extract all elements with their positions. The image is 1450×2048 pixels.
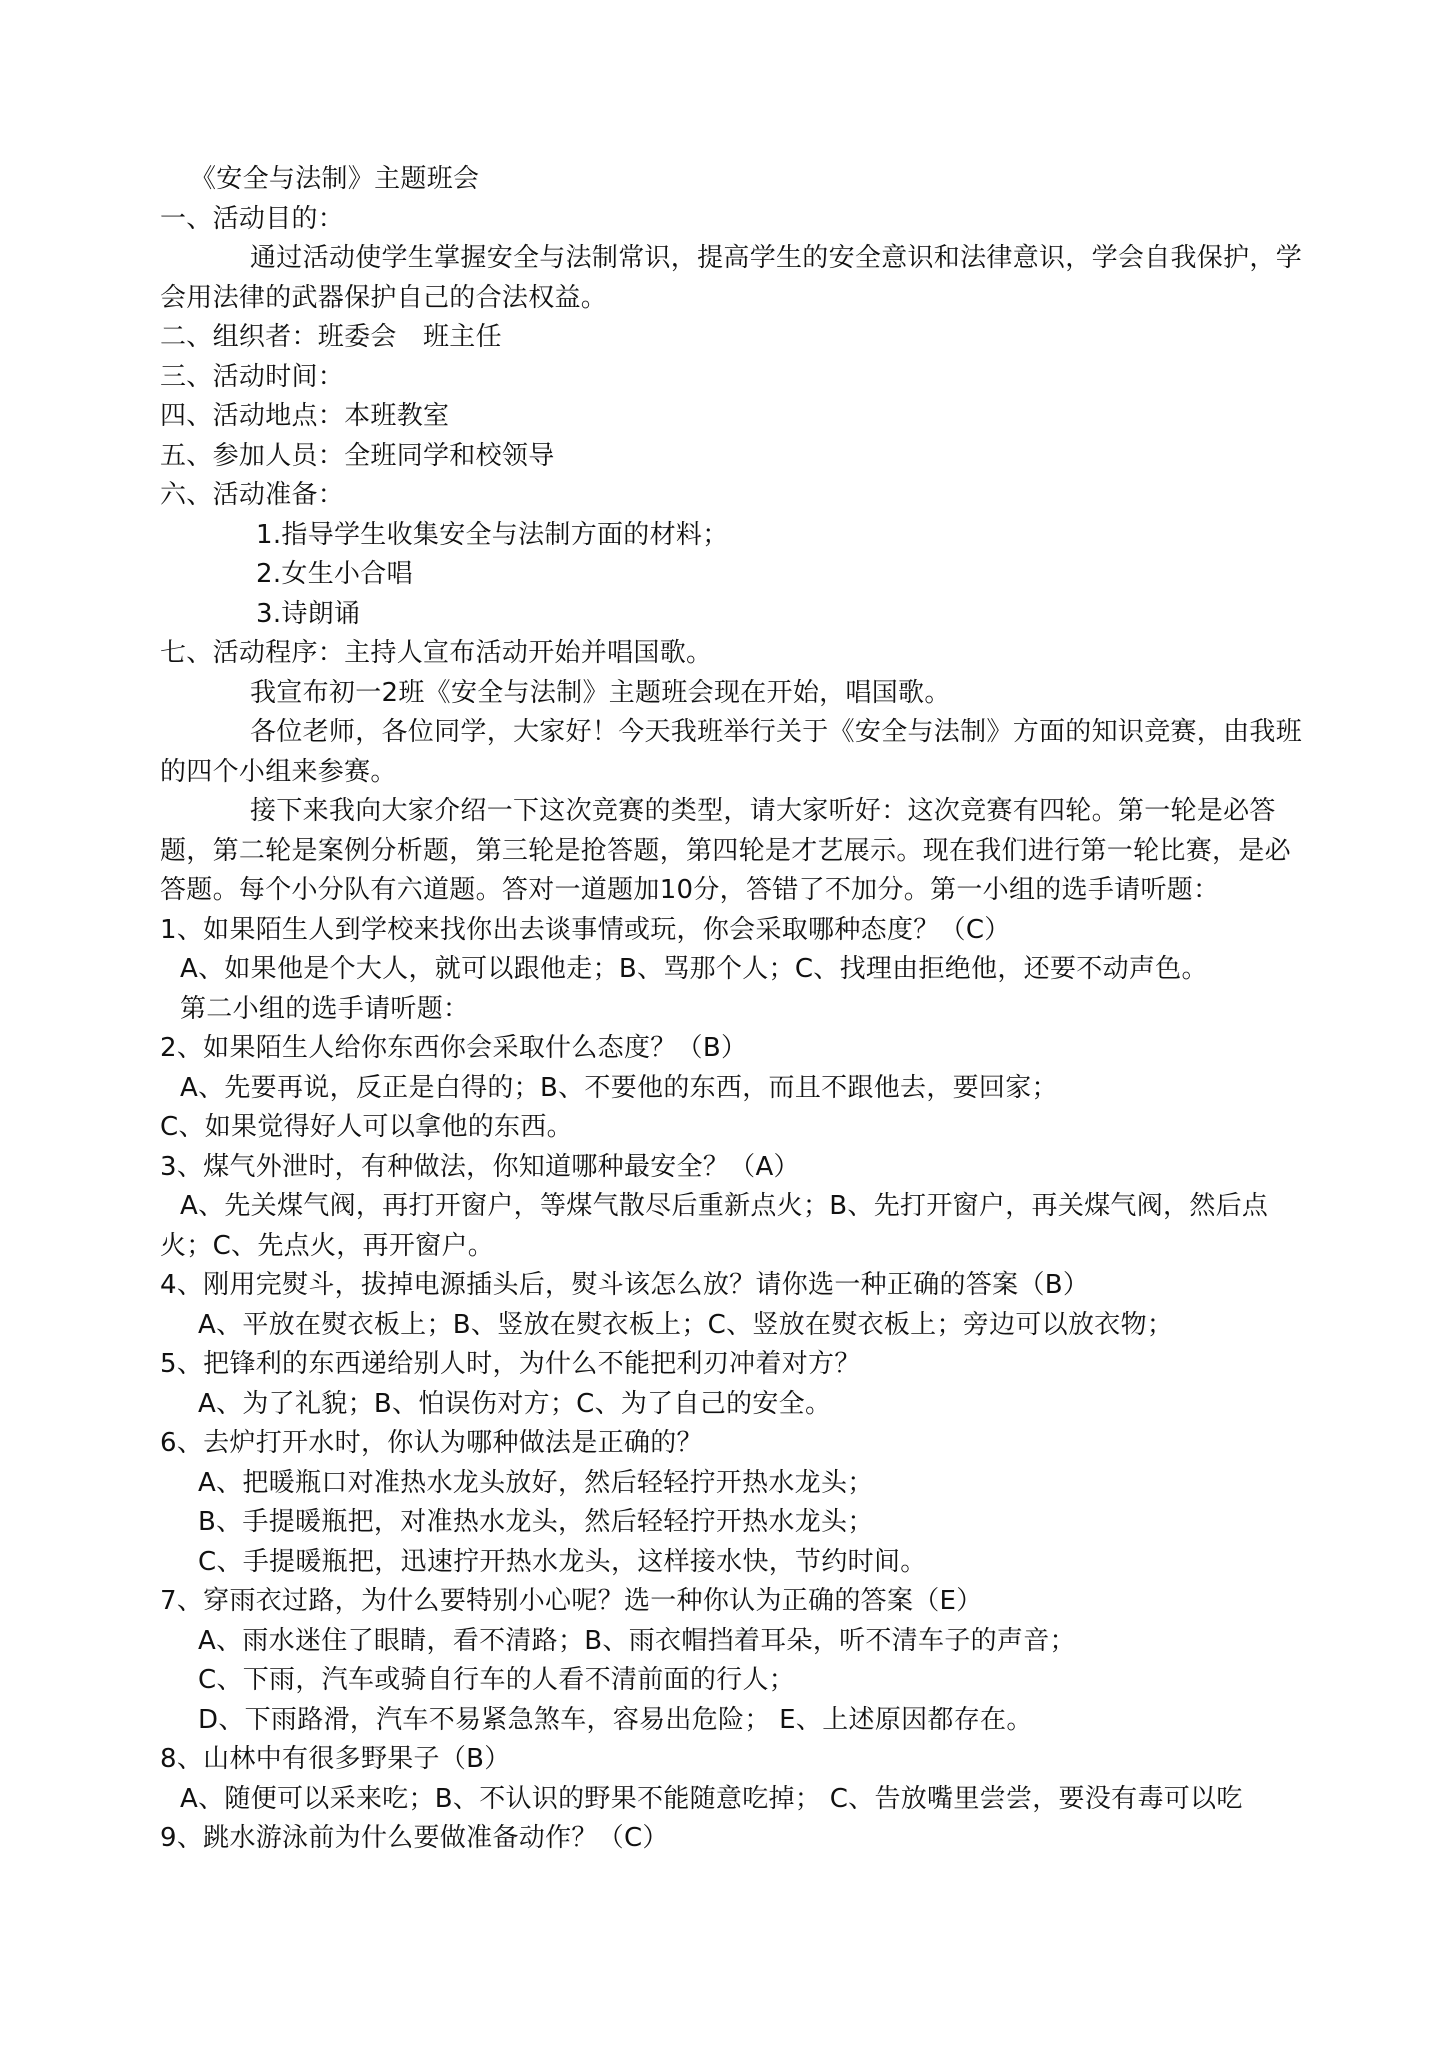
question-6-option: C、手提暖瓶把，迅速拧开热水龙头，这样接水快，节约时间。 bbox=[198, 1546, 927, 1577]
question-9: 9、跳水游泳前为什么要做准备动作？（C） bbox=[160, 1823, 669, 1853]
organizer-line: 二、组织者：班委会 班主任 bbox=[160, 322, 502, 352]
host-paragraph: 接下来我向大家介绍一下这次竞赛的类型，请大家听好：这次竞赛有四轮。第一轮是必答题，第二轮是案例分析题，第三轮是抢答题，第四轮是才艺展示。现在我们进行第一轮比赛，是必答题。每个小分队有六道题。答对一道题加10分，答错了不加分。第一小组的选手请听题： bbox=[160, 796, 1291, 905]
question-8-options: A、随便可以采来吃；B、不认识的野果不能随意吃掉； C、告放嘴里尝尝，要没有毒可以吃 bbox=[180, 1783, 1243, 1814]
purpose-heading: 一、活动目的： bbox=[160, 203, 345, 234]
question-6-option: B、手提暖瓶把，对准热水龙头，然后轻轻拧开热水龙头； bbox=[198, 1507, 874, 1537]
participants-line: 五、参加人员：全班同学和校领导 bbox=[160, 440, 555, 471]
prep-item: 2.女生小合唱 bbox=[256, 559, 413, 589]
question-7-option: A、雨水迷住了眼睛，看不清路；B、雨衣帽挡着耳朵，听不清车子的声音； bbox=[198, 1625, 1076, 1656]
time-line: 三、活动时间： bbox=[160, 361, 345, 392]
place-line: 四、活动地点：本班教室 bbox=[160, 401, 450, 431]
prep-item: 3.诗朗诵 bbox=[256, 598, 361, 629]
question-4-options: A、平放在熨衣板上；B、竖放在熨衣板上；C、竖放在熨衣板上；旁边可以放衣物； bbox=[198, 1309, 1174, 1340]
question-7: 7、穿雨衣过路，为什么要特别小心呢？选一种你认为正确的答案（E） bbox=[160, 1586, 983, 1616]
host-paragraph: 我宣布初一2班《安全与法制》主题班会现在开始，唱国歌。 bbox=[250, 677, 951, 708]
question-7-option: D、下雨路滑，汽车不易紧急煞车，容易出危险； E、上述原因都存在。 bbox=[198, 1704, 1033, 1735]
prep-heading: 六、活动准备： bbox=[160, 480, 345, 510]
question-3-options: A、先关煤气阀，再打开窗户，等煤气散尽后重新点火；B、先打开窗户，再关煤气阀，然后点火；C、先点火，再开窗户。 bbox=[160, 1191, 1269, 1261]
procedure-heading: 七、活动程序：主持人宣布活动开始并唱国歌。 bbox=[160, 638, 713, 668]
question-6-option: A、把暖瓶口对准热水龙头放好，然后轻轻拧开热水龙头； bbox=[198, 1467, 874, 1498]
question-5-options: A、为了礼貌；B、怕误伤对方；C、为了自己的安全。 bbox=[198, 1388, 832, 1419]
question-5: 5、把锋利的东西递给别人时，为什么不能把利刃冲着对方？ bbox=[160, 1349, 861, 1379]
question-2-options: A、先要再说，反正是白得的；B、不要他的东西，而且不跟他去，要回家； bbox=[180, 1072, 1058, 1103]
purpose-text: 通过活动使学生掌握安全与法制常识，提高学生的安全意识和法律意识，学会自我保护，学会用法律的武器保护自己的合法权益。 bbox=[160, 243, 1303, 313]
question-1-options: A、如果他是个大人，就可以跟他走；B、骂那个人；C、找理由拒绝他，还要不动声色。 bbox=[180, 954, 1208, 984]
host-paragraph: 各位老师，各位同学，大家好！今天我班举行关于《安全与法制》方面的知识竞赛，由我班的四个小组来参赛。 bbox=[160, 717, 1303, 787]
question-2-options: C、如果觉得好人可以拿他的东西。 bbox=[160, 1112, 573, 1142]
question-4: 4、刚用完熨斗，拔掉电源插头后，熨斗该怎么放？请你选一种正确的答案（B） bbox=[160, 1270, 1090, 1300]
document-title: 《安全与法制》主题班会 bbox=[190, 164, 480, 194]
question-7-option: C、下雨，汽车或骑自行车的人看不清前面的行人； bbox=[198, 1665, 796, 1695]
prep-item: 1.指导学生收集安全与法制方面的材料； bbox=[256, 519, 729, 550]
document-page bbox=[160, 160, 1310, 1859]
question-3: 3、煤气外泄时，有种做法，你知道哪种最安全？（A） bbox=[160, 1151, 800, 1182]
question-1: 1、如果陌生人到学校来找你出去谈事情或玩，你会采取哪种态度？（C） bbox=[160, 914, 1011, 945]
question-2: 2、如果陌生人给你东西你会采取什么态度？（B） bbox=[160, 1033, 748, 1063]
group-2-prompt: 第二小组的选手请听题： bbox=[180, 993, 470, 1024]
question-8: 8、山林中有很多野果子（B） bbox=[160, 1744, 511, 1774]
question-6: 6、去炉打开水时，你认为哪种做法是正确的？ bbox=[160, 1428, 703, 1458]
